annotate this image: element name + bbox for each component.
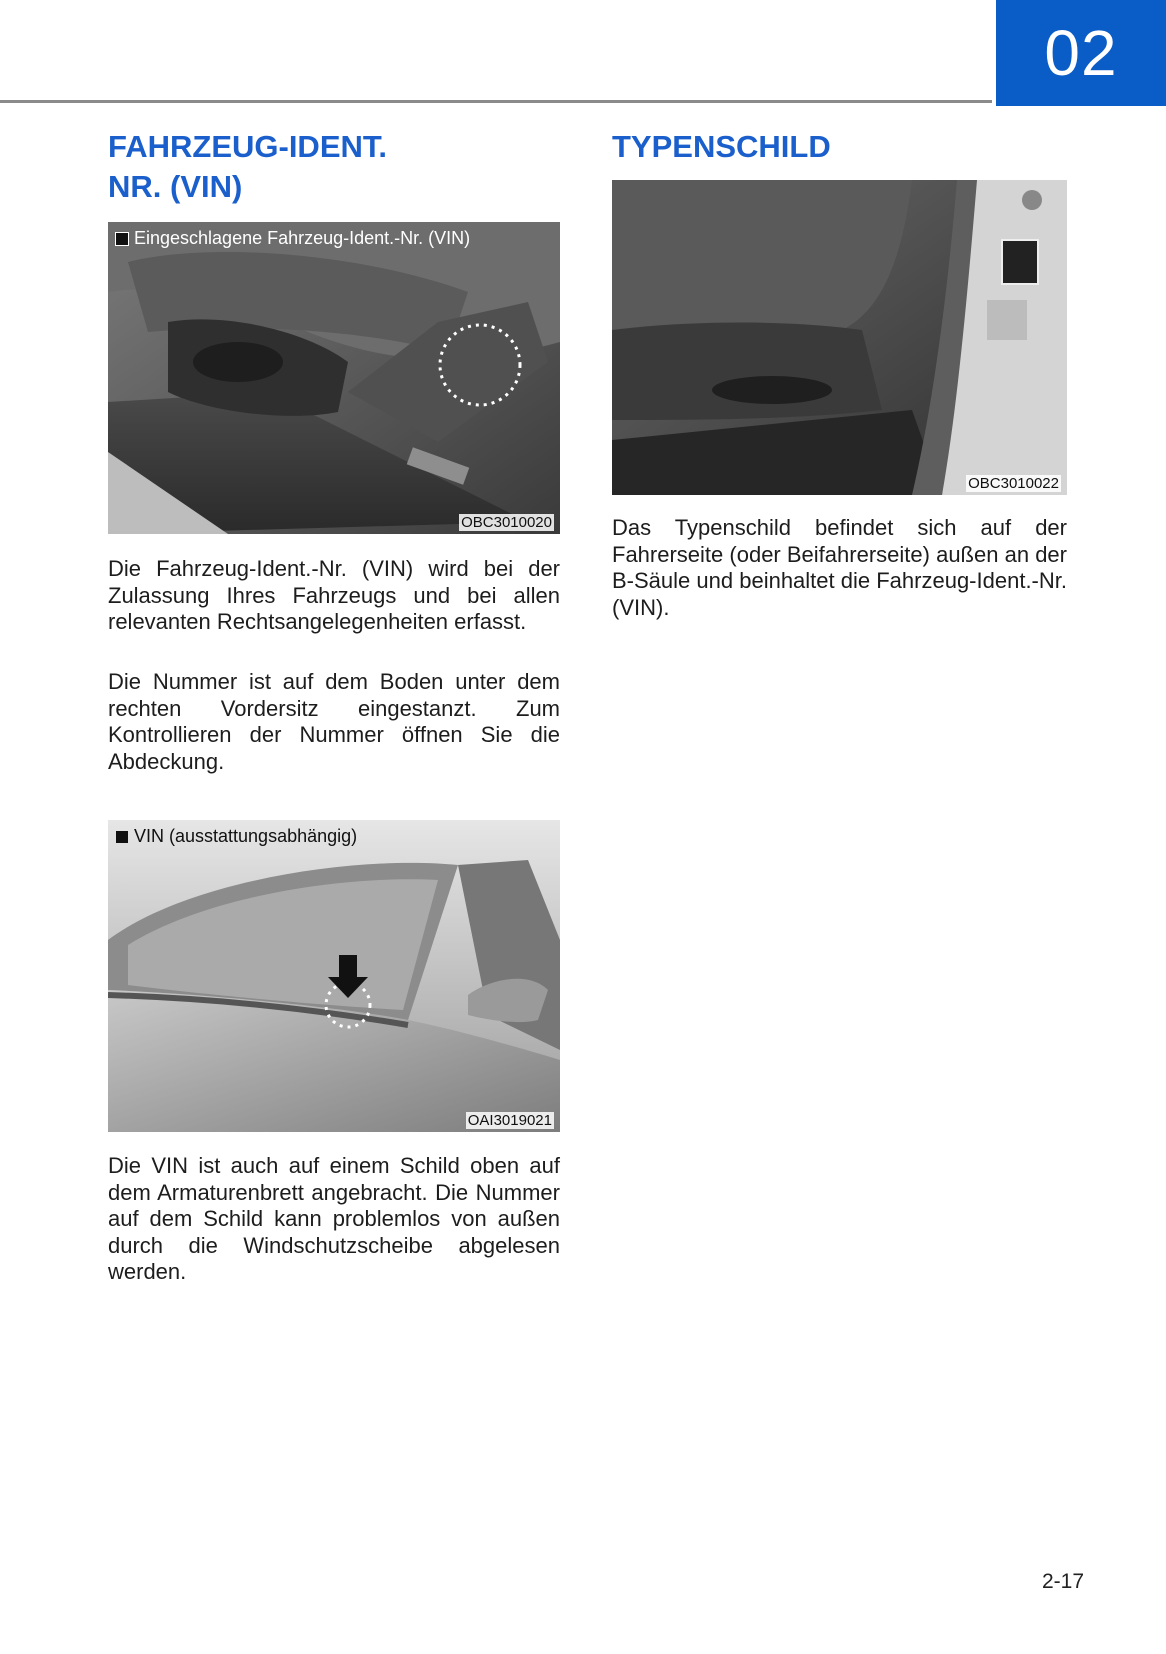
section-heading-vin [108, 127, 387, 207]
chapter-tab [996, 0, 1166, 106]
heading-line-2: NR. (VIN) [108, 169, 243, 204]
figure-b-pillar-label [612, 180, 1067, 495]
b-pillar-illustration [612, 180, 1067, 495]
header-rule [0, 100, 992, 103]
bullet-square-icon [116, 233, 128, 245]
figure-caption-text: VIN (ausstattungsabhängig) [134, 826, 358, 846]
figure-code: OBC3010020 [461, 514, 552, 531]
paragraph-vin-registration: Die Fahrzeug-Ident.-Nr. (VIN) wird bei der Zulassung Ihres Fahrzeugs und bei allen relevanten Rechtsangelegenheiten erfasst. [108, 556, 560, 634]
seat-floor-illustration [108, 222, 560, 534]
figure-windshield-vin [108, 820, 560, 1132]
heading-line-1: FAHRZEUG-IDENT. [108, 129, 387, 164]
figure-code: OBC3010022 [968, 475, 1059, 492]
figure-caption [116, 228, 470, 249]
paragraph-typenschild: Das Typenschild befindet sich auf der Fahrerseite (oder Beifahrerseite) außen an der B-Säule und beinhaltet die Fahrzeug-Ident.-Nr. (VIN). [612, 515, 1067, 620]
windshield-illustration [108, 820, 560, 1132]
figure-code: OAI3019021 [467, 1112, 552, 1129]
figure-caption [116, 826, 357, 847]
chapter-number: 02 [1044, 17, 1118, 89]
page-number: 2-17 [1041, 1570, 1084, 1593]
figure-caption-text: Eingeschlagene Fahrzeug-Ident.-Nr. (VIN) [134, 228, 471, 248]
paragraph-vin-location: Die Nummer ist auf dem Boden unter dem rechten Vordersitz eingestanzt. Zum Kontrollieren der Nummer öffnen Sie die Abdeckung. [108, 669, 560, 774]
paragraph-vin-dashboard: Die VIN ist auch auf einem Schild oben auf dem Armaturenbrett angebracht. Die Nummer auf dem Schild kann problemlos von außen durch die Windschutzscheibe abgelesen werden. [108, 1153, 560, 1284]
section-heading-typenschild: TYPENSCHILD [612, 129, 831, 164]
figure-seat-floor-vin [108, 222, 560, 534]
bullet-square-icon [116, 831, 128, 843]
